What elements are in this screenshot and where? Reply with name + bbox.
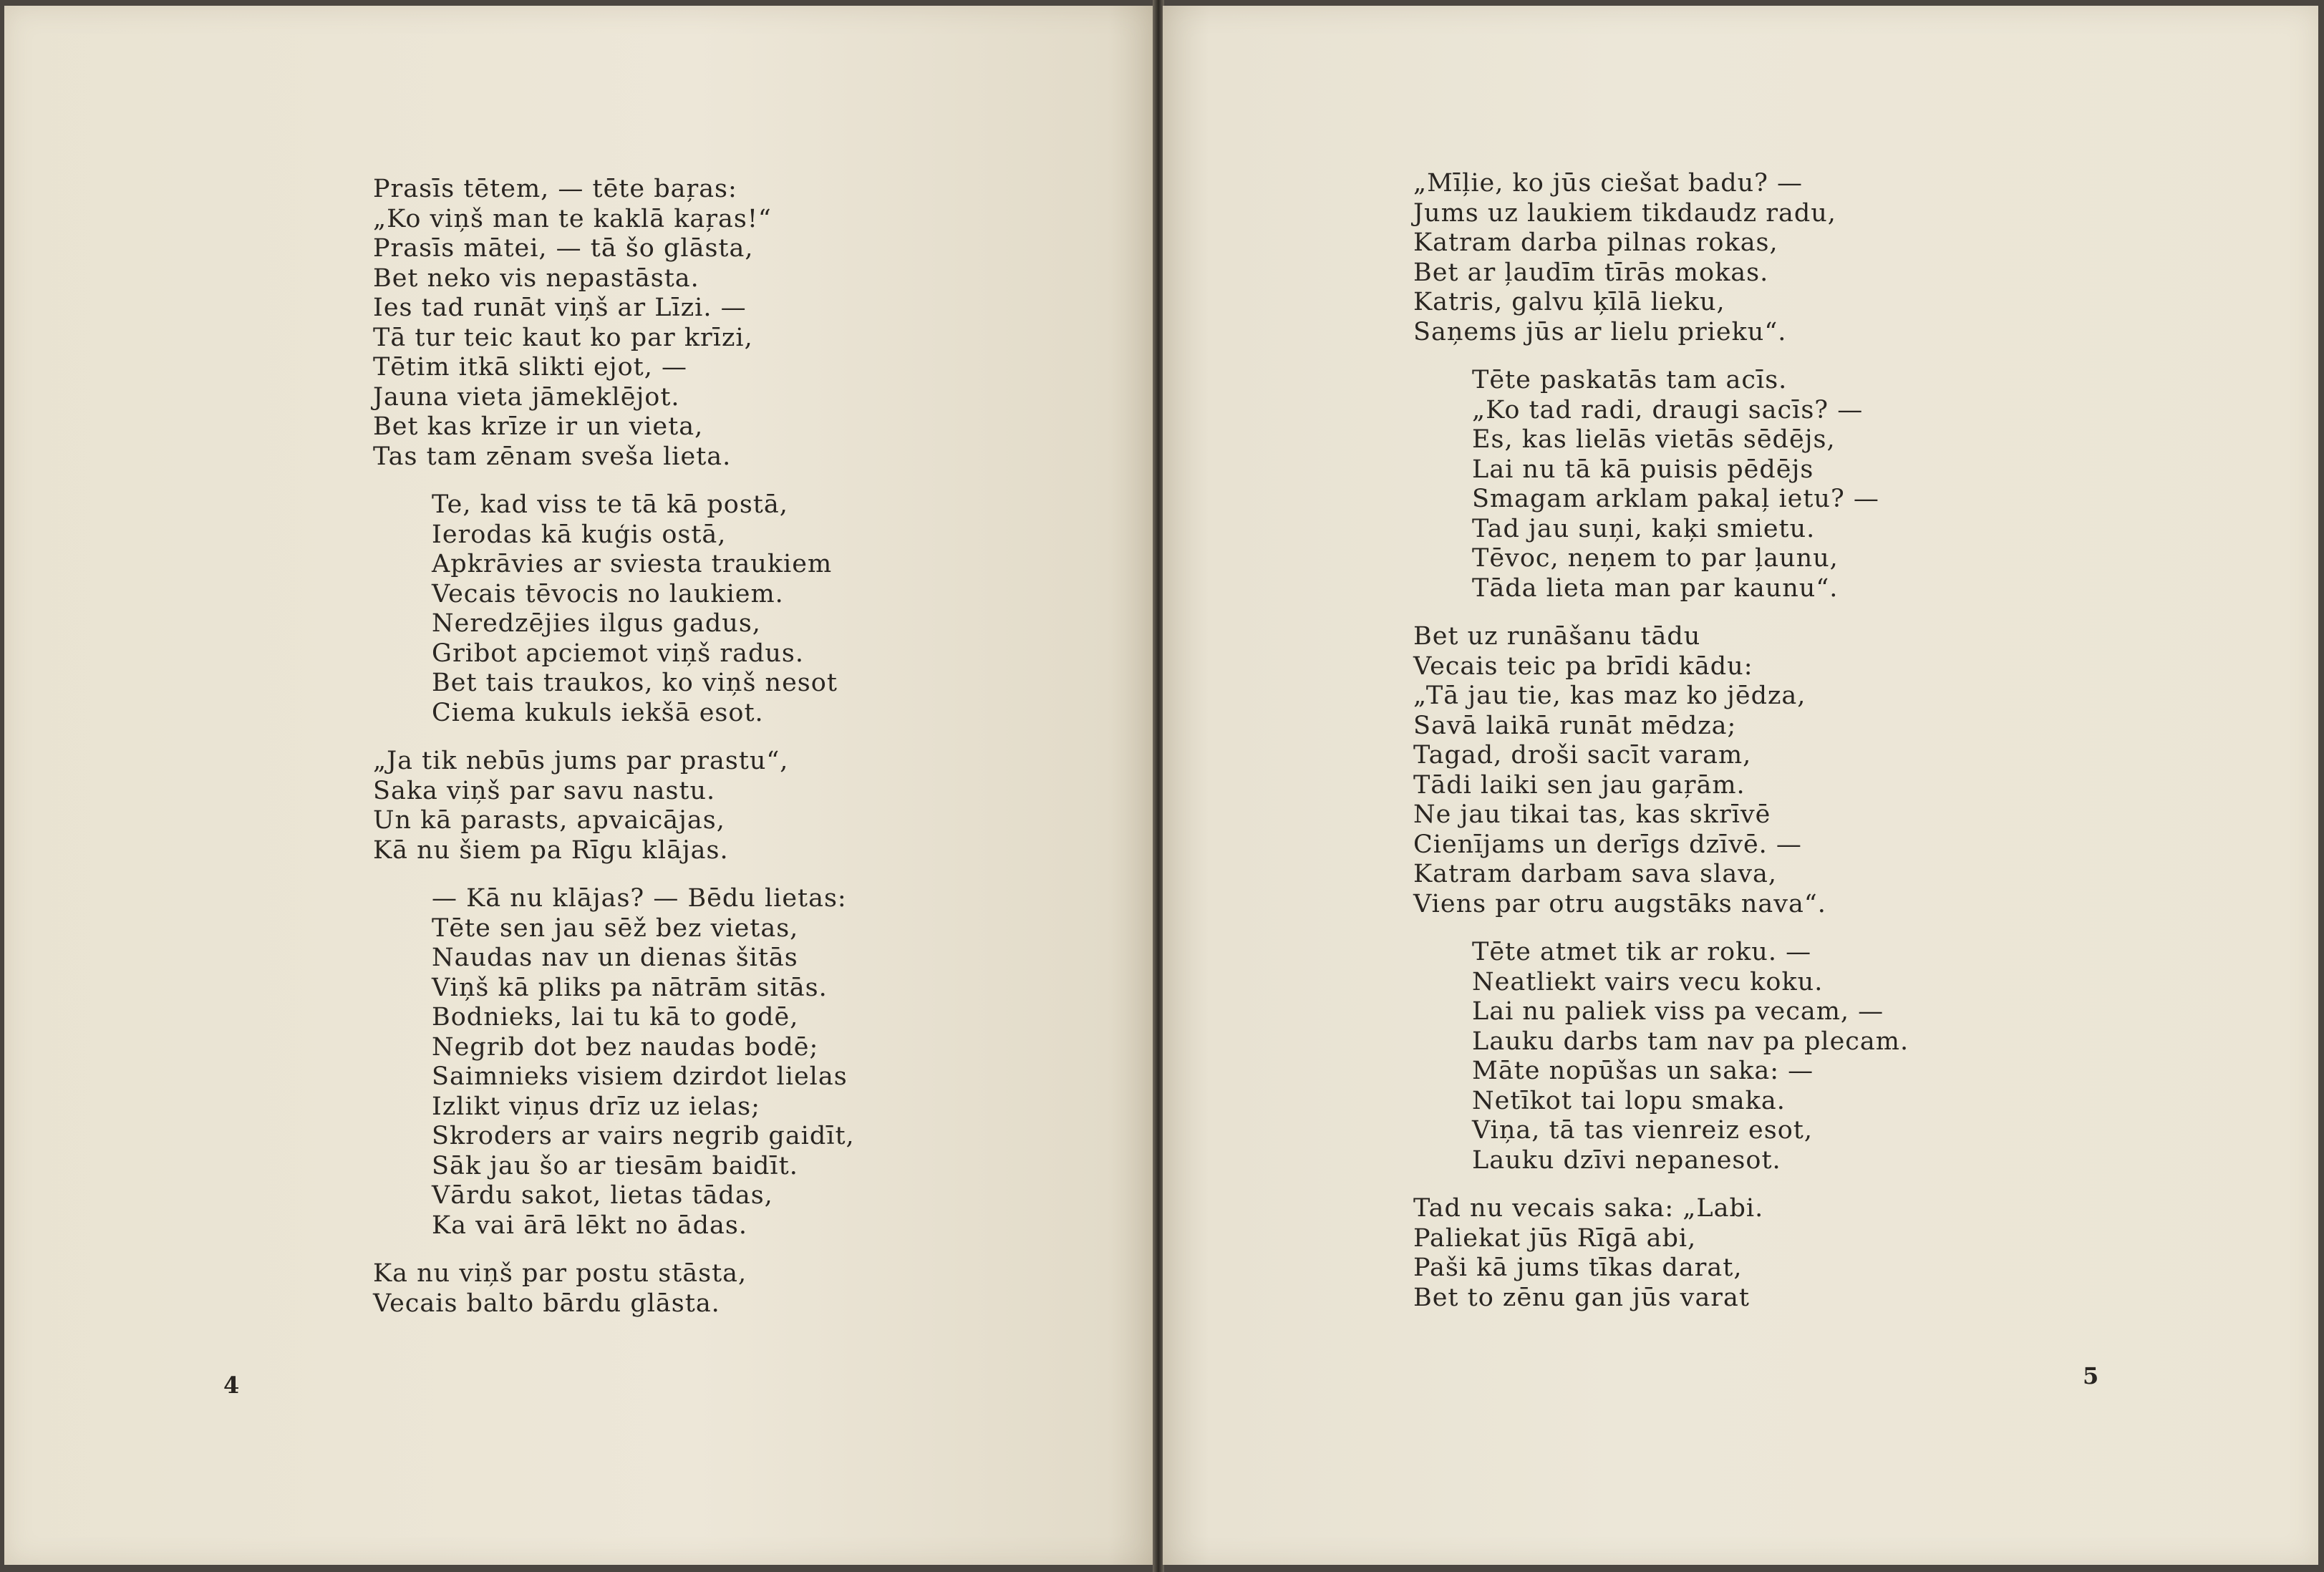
- poem-line: Bet kas krīze ir un vieta,: [373, 412, 704, 441]
- poem-line: „Ko tad radi, draugi sacīs? —: [1472, 395, 1864, 424]
- poem-line: Bodnieks, lai tu kā to godē,: [432, 1003, 799, 1032]
- poem-stanza: [373, 884, 855, 1241]
- poem-line: „Mīļie, ko jūs ciešat badu? —: [1413, 169, 1803, 198]
- poem-line: Tēte paskatās tam acīs.: [1472, 366, 1788, 394]
- poem-stanza: [373, 1259, 855, 1319]
- poem-line: Tas tam zēnam sveša lieta.: [373, 442, 732, 471]
- poem-line: Skroders ar vairs negrib gaidīt,: [432, 1122, 855, 1150]
- poem-line: Tā tur teic kaut ko par krīzi,: [373, 323, 753, 352]
- poem-line: Gribot apciemot viņš radus.: [432, 639, 805, 668]
- poem-line: Paši kā jums tīkas darat,: [1413, 1253, 1743, 1282]
- poem-stanza: [1413, 622, 1909, 919]
- poem-line: Ies tad runāt viņš ar Līzi. —: [373, 293, 747, 322]
- poem-line: „Tā jau tie, kas maz ko jēdza,: [1413, 681, 1806, 710]
- poem-line: Naudas nav un dienas šitās: [432, 943, 798, 972]
- poem-stanza: [1413, 169, 1909, 347]
- poem-line: Lai nu paliek viss pa vecam, —: [1472, 997, 1884, 1026]
- poem-line: Vārdu sakot, lietas tādas,: [432, 1181, 773, 1210]
- left-page: [4, 6, 1154, 1565]
- poem-line: Saimnieks visiem dzirdot lielas: [432, 1062, 848, 1091]
- poem-line: Saņems jūs ar lielu prieku“.: [1413, 317, 1787, 346]
- poem-line: Vecais balto bārdu glāsta.: [373, 1289, 720, 1318]
- poem-line: Negrib dot bez naudas bodē;: [432, 1032, 819, 1062]
- poem-line: Vecais teic pa brīdi kādu:: [1413, 651, 1753, 681]
- poem-line: „Ko viņš man te kaklā kaŗas!“: [373, 204, 772, 233]
- poem-stanza: [373, 747, 855, 865]
- poem-line: Tādi laiki sen jau gaŗām.: [1413, 770, 1746, 800]
- poem-line: Katris, galvu ķīlā lieku,: [1413, 288, 1725, 316]
- poem-line: Katram darba pilnas rokas,: [1413, 228, 1778, 257]
- poem-line: Tāda lieta man par kaunu“.: [1472, 573, 1839, 603]
- poem-line: Katram darbam sava slava,: [1413, 860, 1777, 888]
- poem-line: Tētim itkā slikti ejot, —: [373, 353, 687, 382]
- poem-stanza: [1413, 938, 1909, 1175]
- poem-line: Bet to zēnu gan jūs varat: [1413, 1283, 1750, 1312]
- poem-line: Tēte atmet tik ar roku. —: [1472, 938, 1812, 966]
- poem-line: Lauku darbs tam nav pa plecam.: [1472, 1027, 1909, 1056]
- poem-stanza: [373, 175, 855, 472]
- poem-line: Ne jau tikai tas, kas skrīvē: [1413, 800, 1771, 829]
- poem-line: Apkrāvies ar sviesta traukiem: [432, 550, 833, 578]
- poem-line: Vecais tēvocis no laukiem.: [432, 579, 784, 608]
- poem-line: Bet ar ļaudīm tīrās mokas.: [1413, 258, 1769, 287]
- poem-line: Es, kas lielās vietās sēdējs,: [1472, 425, 1836, 454]
- right-page-poem: [1413, 169, 1909, 1313]
- poem-line: — Kā nu klājas? — Bēdu lietas:: [432, 884, 847, 913]
- poem-line: Un kā parasts, apvaicājas,: [373, 806, 725, 835]
- poem-line: Jums uz laukiem tikdaudz radu,: [1413, 198, 1836, 228]
- left-page-number: 4: [223, 1372, 240, 1399]
- poem-line: Prasīs mātei, — tā šo glāsta,: [373, 234, 754, 263]
- poem-line: Bet neko vis nepastāsta.: [373, 263, 699, 293]
- poem-line: Ierodas kā kuģis ostā,: [432, 520, 727, 549]
- poem-line: Sāk jau šo ar tiesām baidīt.: [432, 1151, 798, 1180]
- poem-line: Neredzējies ilgus gadus,: [432, 609, 761, 638]
- poem-line: Tad nu vecais saka: „Labi.: [1413, 1194, 1764, 1223]
- poem-line: Smagam arklam pakaļ ietu? —: [1472, 485, 1879, 513]
- poem-line: Savā laikā runāt mēdza;: [1413, 711, 1737, 740]
- poem-line: Izlikt viņus drīz uz ielas;: [432, 1092, 760, 1121]
- poem-line: Saka viņš par savu nastu.: [373, 776, 716, 805]
- poem-stanza: [1413, 366, 1909, 603]
- poem-line: Kā nu šiem pa Rīgu klājas.: [373, 835, 729, 865]
- right-page-number: 5: [2083, 1362, 2099, 1389]
- poem-line: Māte nopūšas un saka: —: [1472, 1057, 1814, 1085]
- poem-line: Te, kad viss te tā kā postā,: [432, 490, 788, 519]
- poem-line: Viņš kā pliks pa nātrām sitās.: [432, 973, 828, 1002]
- poem-stanza: [373, 490, 855, 728]
- poem-line: Prasīs tētem, — tēte baŗas:: [373, 175, 737, 203]
- poem-line: Lai nu tā kā puisis pēdējs: [1472, 455, 1814, 484]
- poem-line: Bet tais traukos, ko viņš nesot: [432, 669, 838, 697]
- poem-line: Tēvoc, neņem to par ļaunu,: [1472, 544, 1839, 573]
- poem-line: Jauna vieta jāmeklējot.: [373, 382, 680, 412]
- poem-line: Lauku dzīvi nepanesot.: [1472, 1145, 1781, 1175]
- poem-line: Viņa, tā tas vienreiz esot,: [1472, 1116, 1813, 1145]
- poem-line: „Ja tik nebūs jums par prastu“,: [373, 747, 789, 775]
- poem-line: Viens par otru augstāks nava“.: [1413, 889, 1826, 918]
- right-page: [1163, 6, 2318, 1565]
- poem-line: Tagad, droši sacīt varam,: [1413, 741, 1752, 770]
- poem-line: Tad jau suņi, kaķi smietu.: [1472, 514, 1816, 543]
- poem-line: Cienījams un derīgs dzīvē. —: [1413, 830, 1802, 859]
- poem-line: Netīkot tai lopu smaka.: [1472, 1086, 1786, 1115]
- poem-line: Tēte sen jau sēž bez vietas,: [432, 913, 799, 943]
- poem-line: Bet uz runāšanu tādu: [1413, 622, 1701, 651]
- poem-line: Ciema kukuls iekšā esot.: [432, 698, 764, 727]
- poem-line: Ka vai ārā lēkt no ādas.: [432, 1210, 747, 1240]
- left-page-poem: [373, 175, 855, 1319]
- poem-stanza: [1413, 1194, 1909, 1313]
- poem-line: Paliekat jūs Rīgā abi,: [1413, 1223, 1697, 1253]
- poem-line: Ka nu viņš par postu stāsta,: [373, 1259, 747, 1288]
- poem-line: Neatliekt vairs vecu koku.: [1472, 967, 1824, 996]
